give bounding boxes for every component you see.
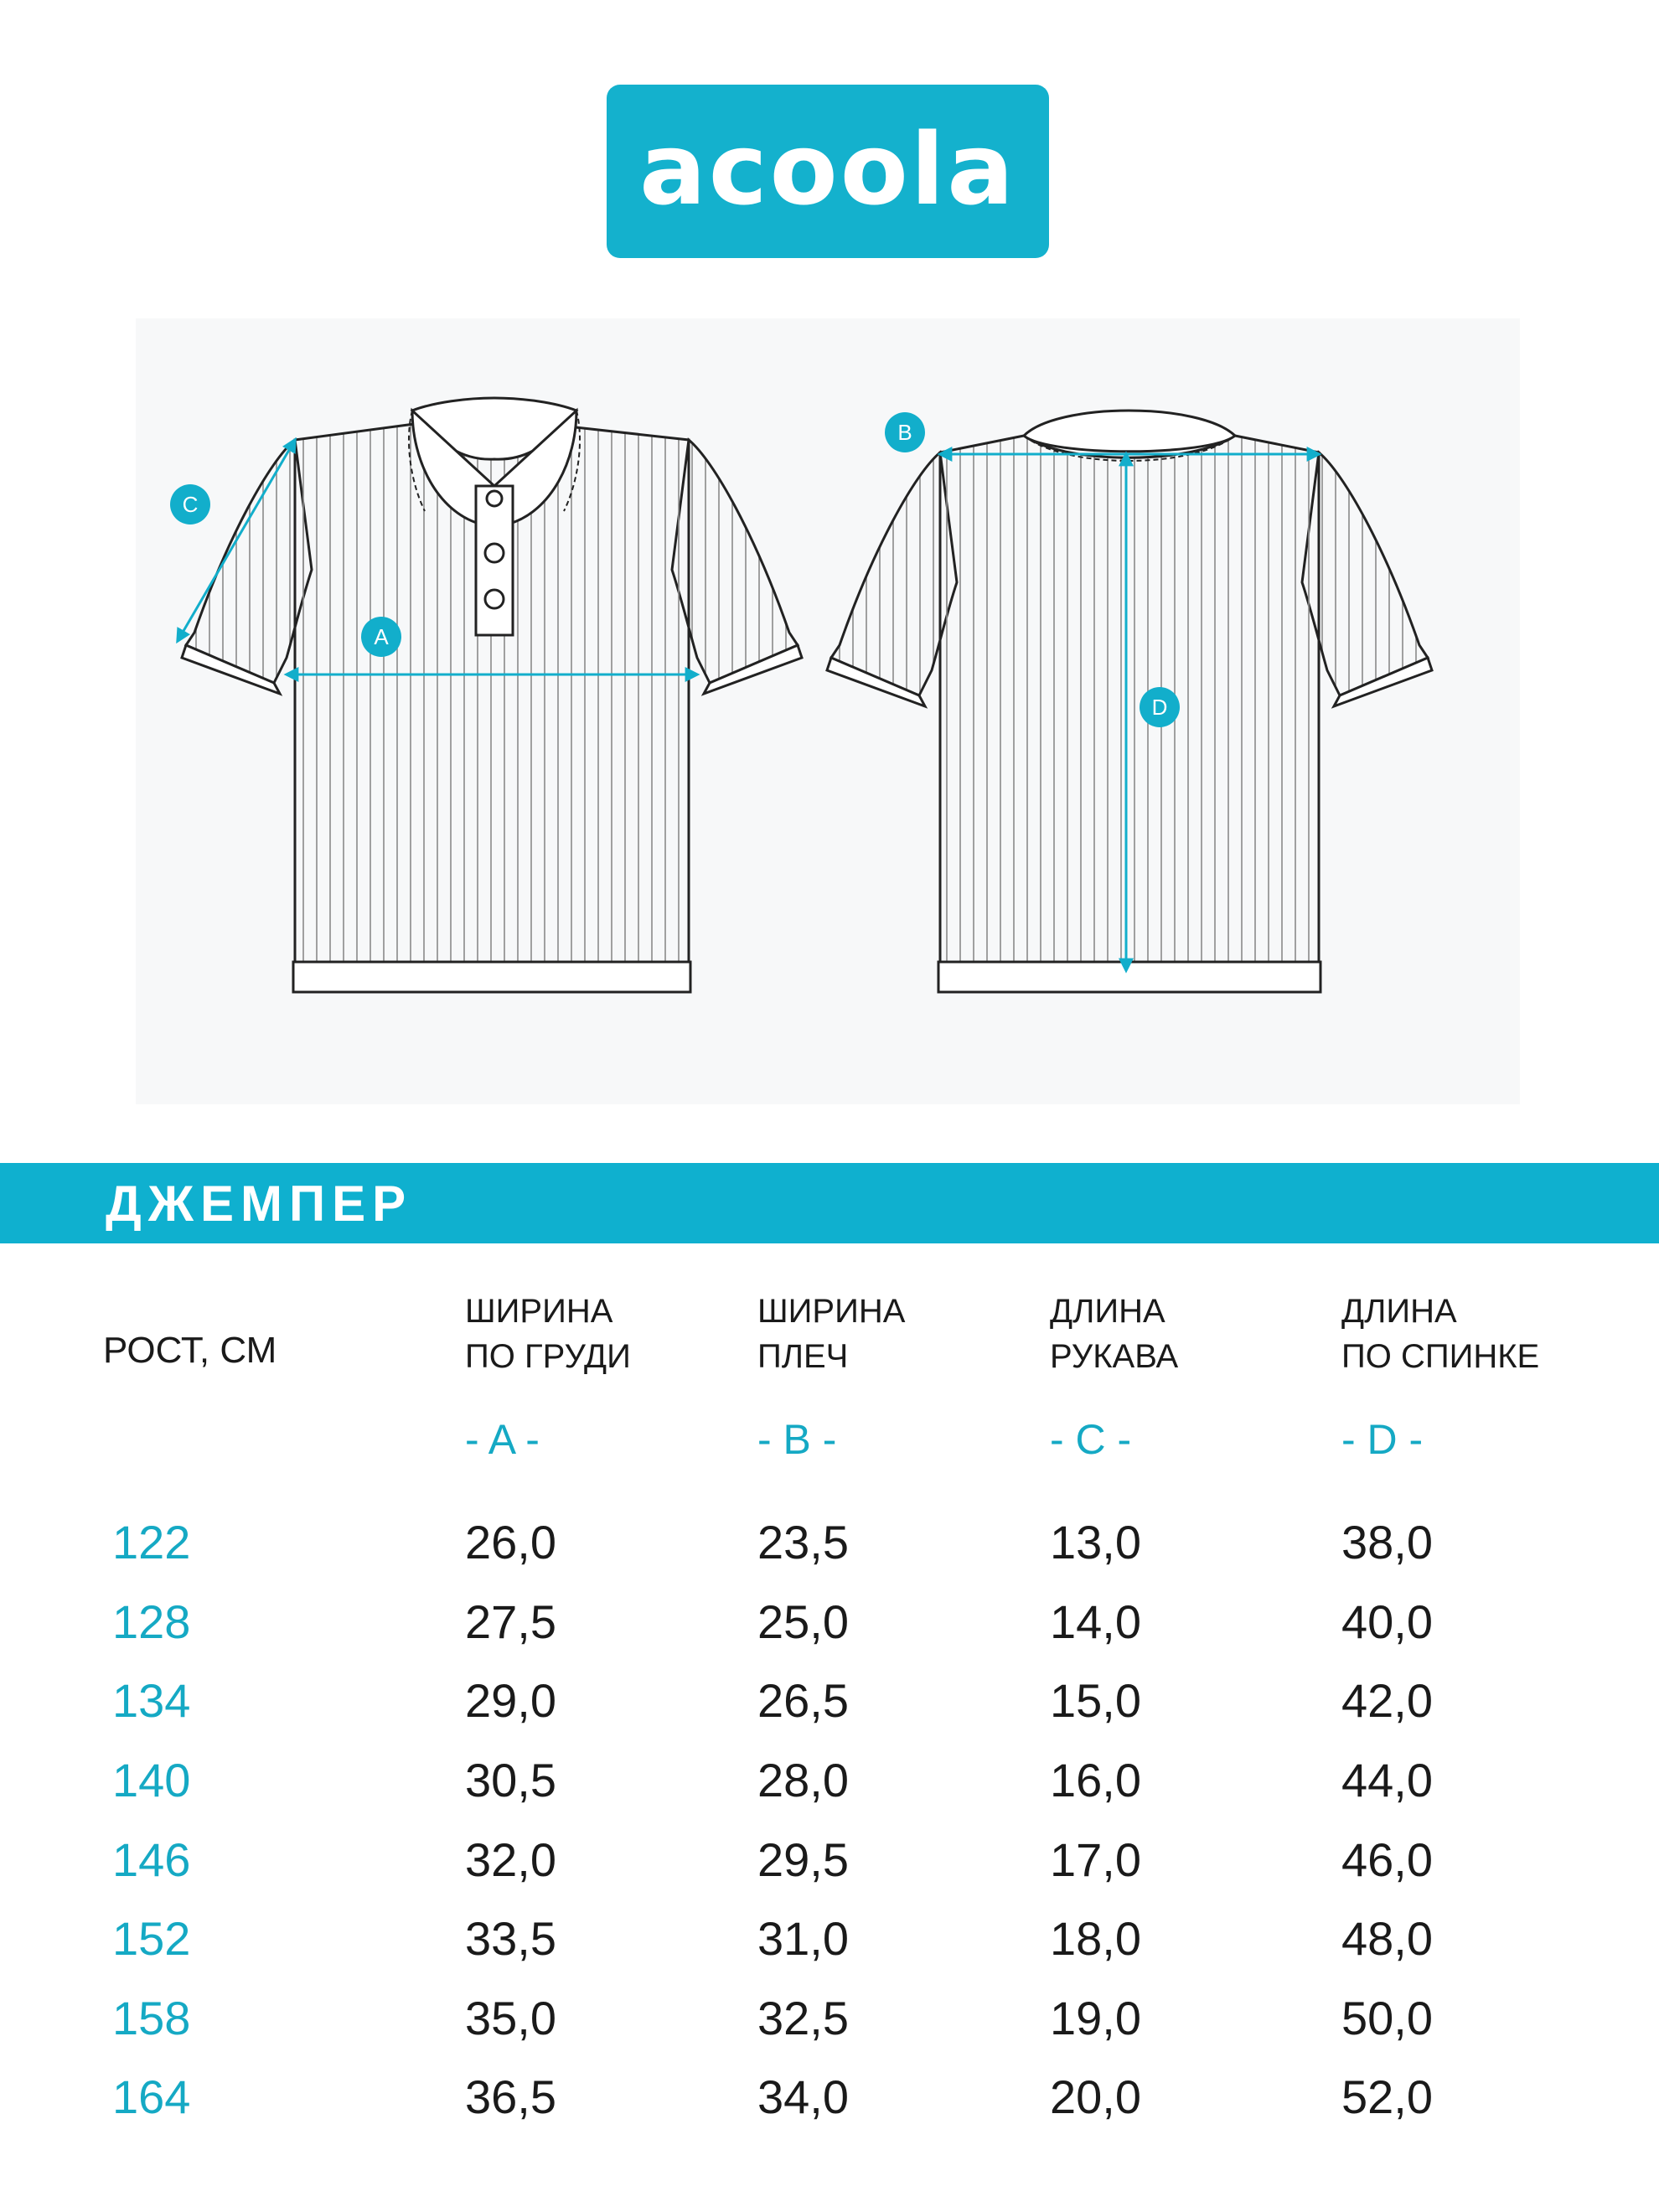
value-cell-a: 32,0 xyxy=(465,1833,556,1886)
column-header-b-line1: ШИРИНА xyxy=(757,1293,906,1330)
marker-c: C xyxy=(182,492,199,517)
value-cell-b: 26,5 xyxy=(757,1674,849,1727)
value-cell-a: 35,0 xyxy=(465,1992,556,2044)
value-cell-b: 32,5 xyxy=(757,1992,849,2044)
column-code-b: - B - xyxy=(757,1416,837,1463)
marker-a: A xyxy=(374,624,389,649)
column-code-d: - D - xyxy=(1341,1416,1424,1463)
garment-sketch-area xyxy=(136,318,1520,1104)
value-cell-d: 42,0 xyxy=(1341,1674,1433,1727)
title-band xyxy=(0,1163,1659,1243)
value-cell-c: 20,0 xyxy=(1050,2070,1141,2123)
value-cell-d: 48,0 xyxy=(1341,1912,1433,1965)
value-cell-a: 33,5 xyxy=(465,1912,556,1965)
value-cell-a: 29,0 xyxy=(465,1674,556,1727)
brand-logo xyxy=(607,85,1049,258)
height-cell: 128 xyxy=(112,1595,191,1648)
marker-b: B xyxy=(897,420,912,445)
column-header-a-line1: ШИРИНА xyxy=(465,1293,613,1330)
table-row xyxy=(0,1515,1659,1574)
value-cell-b: 25,0 xyxy=(757,1595,849,1648)
height-cell: 152 xyxy=(112,1912,191,1965)
marker-d: D xyxy=(1151,695,1168,720)
column-header-d-line2: ПО СПИНКЕ xyxy=(1341,1338,1540,1375)
table-row xyxy=(0,1594,1659,1653)
table-row xyxy=(0,1673,1659,1732)
column-header-d-line1: ДЛИНА xyxy=(1341,1293,1457,1330)
value-cell-a: 26,0 xyxy=(465,1516,556,1569)
height-cell: 134 xyxy=(112,1674,191,1727)
column-header-a xyxy=(465,1289,631,1379)
value-cell-d: 44,0 xyxy=(1341,1754,1433,1806)
value-cell-b: 34,0 xyxy=(757,2070,849,2123)
column-code-a: - A - xyxy=(465,1416,540,1463)
value-cell-d: 40,0 xyxy=(1341,1595,1433,1648)
brand-logo-text: acoola xyxy=(639,111,1016,227)
table-row xyxy=(0,1753,1659,1811)
value-cell-d: 52,0 xyxy=(1341,2070,1433,2123)
table-row xyxy=(0,1911,1659,1970)
column-header-c-line2: РУКАВА xyxy=(1050,1338,1179,1375)
table-row xyxy=(0,2070,1659,2128)
value-cell-c: 16,0 xyxy=(1050,1754,1141,1806)
value-cell-b: 28,0 xyxy=(757,1754,849,1806)
table-row xyxy=(0,1832,1659,1891)
value-cell-d: 50,0 xyxy=(1341,1992,1433,2044)
column-header-b-line2: ПЛЕЧ xyxy=(757,1338,849,1375)
height-cell: 140 xyxy=(112,1754,191,1806)
height-cell: 164 xyxy=(112,2070,191,2123)
value-cell-d: 38,0 xyxy=(1341,1516,1433,1569)
front-view xyxy=(170,398,802,992)
back-view xyxy=(827,411,1432,992)
product-title: ДЖЕМПЕР xyxy=(106,1176,413,1232)
value-cell-b: 29,5 xyxy=(757,1833,849,1886)
height-cell: 158 xyxy=(112,1992,191,2044)
value-cell-c: 14,0 xyxy=(1050,1595,1141,1648)
value-cell-d: 46,0 xyxy=(1341,1833,1433,1886)
table-row xyxy=(0,1991,1659,2049)
value-cell-b: 23,5 xyxy=(757,1516,849,1569)
value-cell-c: 15,0 xyxy=(1050,1674,1141,1727)
value-cell-c: 17,0 xyxy=(1050,1833,1141,1886)
column-header-c xyxy=(1050,1289,1178,1379)
column-header-c-line1: ДЛИНА xyxy=(1050,1293,1165,1330)
garment-sketch xyxy=(136,318,1520,1104)
column-header-d xyxy=(1341,1289,1539,1379)
column-code-c: - C - xyxy=(1050,1416,1132,1463)
column-header-b xyxy=(757,1289,905,1379)
height-cell: 146 xyxy=(112,1833,191,1886)
value-cell-a: 27,5 xyxy=(465,1595,556,1648)
height-cell: 122 xyxy=(112,1516,191,1569)
value-cell-c: 18,0 xyxy=(1050,1912,1141,1965)
value-cell-a: 30,5 xyxy=(465,1754,556,1806)
value-cell-c: 13,0 xyxy=(1050,1516,1141,1569)
value-cell-a: 36,5 xyxy=(465,2070,556,2123)
column-header-a-line2: ПО ГРУДИ xyxy=(465,1338,631,1375)
height-header: РОСТ, СМ xyxy=(103,1330,277,1371)
value-cell-c: 19,0 xyxy=(1050,1992,1141,2044)
value-cell-b: 31,0 xyxy=(757,1912,849,1965)
